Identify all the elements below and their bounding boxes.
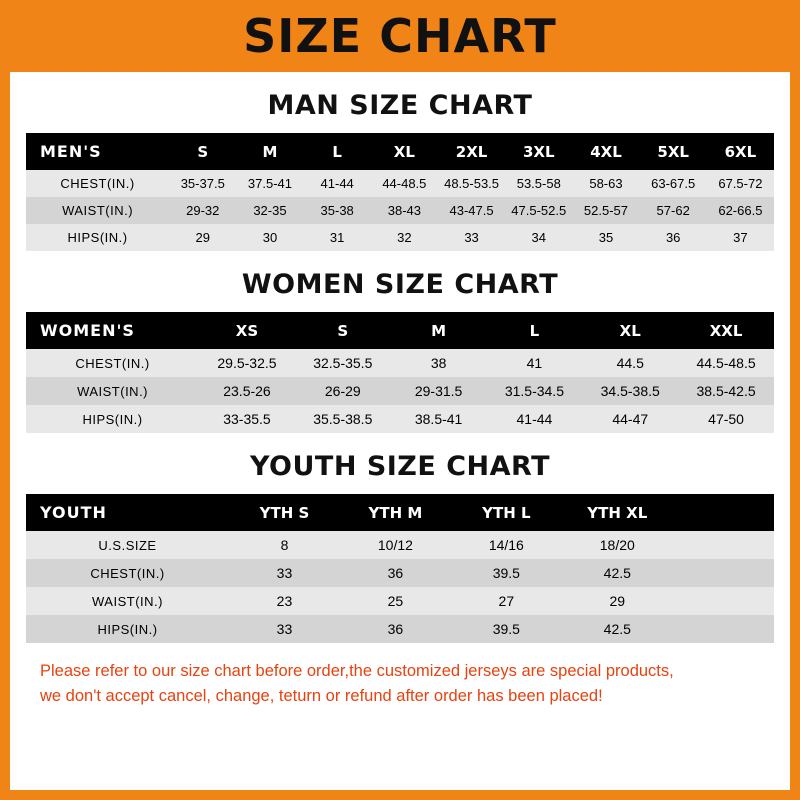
women-cell: 38 <box>430 355 447 371</box>
table-row <box>26 224 774 251</box>
youth-cell: 8 <box>280 537 289 553</box>
women-col-header: S <box>337 321 349 340</box>
man-cell: 32 <box>397 230 412 245</box>
youth-row-header-label: YOUTH <box>40 503 107 522</box>
man-cell: 29 <box>195 230 210 245</box>
bottom-accent-bar <box>10 790 790 800</box>
youth-cell: 36 <box>387 565 404 581</box>
youth-cell: 14/16 <box>488 537 524 553</box>
man-cell: 35-37.5 <box>180 176 225 191</box>
women-cell: 44.5-48.5 <box>696 355 756 371</box>
youth-cell: 33 <box>276 565 293 581</box>
women-cell: 44.5 <box>616 355 644 371</box>
youth-row-label: CHEST(IN.) <box>90 565 165 581</box>
man-cell: 44-48.5 <box>382 176 427 191</box>
youth-row-label: U.S.SIZE <box>98 537 157 553</box>
man-size-table <box>26 133 774 251</box>
women-cell: 23.5-26 <box>223 383 271 399</box>
women-cell: 29-31.5 <box>414 383 463 399</box>
youth-col-header: YTH XL <box>587 503 648 522</box>
man-cell: 30 <box>262 230 278 245</box>
youth-cell: 39.5 <box>492 565 520 581</box>
youth-cell: 27 <box>498 593 515 609</box>
youth-cell: 23 <box>276 593 293 609</box>
man-cell: 43-47.5 <box>449 203 494 218</box>
youth-cell-empty <box>673 587 774 615</box>
footer-note-line-1: Please refer to our size chart before order,the customized jerseys are special products, <box>40 662 674 680</box>
man-cell: 29-32 <box>186 203 220 218</box>
man-cell: 52.5-57 <box>583 203 629 218</box>
youth-cell: 39.5 <box>492 621 520 637</box>
youth-cell: 42.5 <box>603 621 631 637</box>
table-row <box>26 377 774 405</box>
table-row <box>26 405 774 433</box>
man-cell: 57-62 <box>656 203 690 218</box>
man-cell: 38-43 <box>387 203 421 218</box>
page-title: SIZE CHART <box>243 9 557 63</box>
women-cell: 31.5-34.5 <box>504 383 564 399</box>
youth-table-body <box>26 531 774 643</box>
table-row <box>26 559 774 587</box>
man-cell: 58-63 <box>589 176 623 191</box>
women-col-header: XL <box>619 321 641 340</box>
women-cell: 29.5-32.5 <box>217 355 277 371</box>
header-banner <box>10 0 790 72</box>
man-cell: 48.5-53.5 <box>444 176 500 191</box>
man-col-header: S <box>197 142 209 161</box>
women-table-head <box>26 312 774 349</box>
women-cell: 34.5-38.5 <box>600 383 660 399</box>
man-cell: 35 <box>598 230 614 245</box>
table-row <box>26 531 774 559</box>
man-col-header: 3XL <box>522 142 555 161</box>
section-title-women: WOMEN SIZE CHART <box>241 269 559 300</box>
women-row-label: HIPS(IN.) <box>82 411 143 427</box>
man-cell: 37.5-41 <box>247 176 292 191</box>
women-cell: 41 <box>526 355 543 371</box>
youth-cell: 36 <box>387 621 404 637</box>
man-cell: 63-67.5 <box>651 176 696 191</box>
youth-col-header: YTH L <box>482 503 531 522</box>
table-row <box>26 587 774 615</box>
man-table-head <box>26 133 774 170</box>
table-row <box>26 170 774 197</box>
man-cell: 41-44 <box>320 176 354 191</box>
section-title-youth: YOUTH SIZE CHART <box>249 451 551 482</box>
women-cell: 41-44 <box>516 411 553 427</box>
man-cell: 37 <box>733 230 748 245</box>
youth-cell: 25 <box>387 593 404 609</box>
man-col-header: 5XL <box>657 142 689 161</box>
man-cell: 62-66.5 <box>718 203 763 218</box>
man-header-row <box>26 133 774 170</box>
man-col-header: L <box>332 142 342 161</box>
women-cell: 35.5-38.5 <box>313 411 373 427</box>
youth-col-header: YTH M <box>368 503 423 522</box>
youth-cell: 10/12 <box>377 537 413 553</box>
women-cell: 33-35.5 <box>223 411 271 427</box>
table-row <box>26 197 774 224</box>
man-cell: 32-35 <box>253 203 287 218</box>
youth-cell: 29 <box>609 593 626 609</box>
women-size-table <box>26 312 774 433</box>
women-col-header: L <box>529 321 540 340</box>
youth-row-label: WAIST(IN.) <box>92 593 163 609</box>
youth-col-header: YTH S <box>259 503 310 522</box>
table-row <box>26 615 774 643</box>
youth-cell: 18/20 <box>599 537 635 553</box>
man-table-body <box>26 170 774 251</box>
youth-cell: 42.5 <box>603 565 631 581</box>
women-cell: 38.5-41 <box>414 411 463 427</box>
content-area <box>10 90 790 709</box>
youth-header-row <box>26 494 774 531</box>
man-col-header: 4XL <box>590 142 622 161</box>
youth-cell: 33 <box>276 621 293 637</box>
youth-row-label: HIPS(IN.) <box>97 621 158 637</box>
youth-cell-empty <box>673 531 774 559</box>
man-cell: 53.5-58 <box>516 176 561 191</box>
women-cell: 47-50 <box>708 411 744 427</box>
man-cell: 35-38 <box>320 203 354 218</box>
women-cell: 26-29 <box>324 383 361 399</box>
women-table-body <box>26 349 774 433</box>
man-col-header: M <box>262 142 278 161</box>
man-row-label: WAIST(IN.) <box>62 203 134 218</box>
man-cell: 67.5-72 <box>718 176 763 191</box>
youth-col-header-empty <box>673 494 774 531</box>
man-col-header: 2XL <box>455 142 488 161</box>
man-col-header: 6XL <box>724 142 757 161</box>
footer-note <box>26 659 774 709</box>
man-cell: 33 <box>464 230 479 245</box>
man-row-label: CHEST(IN.) <box>60 176 135 191</box>
women-cell: 38.5-42.5 <box>696 383 756 399</box>
women-cell: 44-47 <box>612 411 649 427</box>
women-col-header: XS <box>235 321 259 340</box>
youth-cell-empty <box>673 615 774 643</box>
women-header-row <box>26 312 774 349</box>
man-row-header-label: MEN'S <box>40 142 102 161</box>
women-row-label: WAIST(IN.) <box>77 383 149 399</box>
youth-cell-empty <box>673 559 774 587</box>
footer-note-line-2: we don't accept cancel, change, teturn or refund after order has been placed! <box>40 686 603 705</box>
man-cell: 31 <box>329 230 345 245</box>
man-row-label: HIPS(IN.) <box>67 230 128 245</box>
women-row-label: CHEST(IN.) <box>75 355 150 371</box>
youth-table-head <box>26 494 774 531</box>
man-cell: 34 <box>531 230 546 245</box>
man-col-header: XL <box>393 142 415 161</box>
women-cell: 32.5-35.5 <box>313 355 373 371</box>
youth-size-table <box>26 494 774 643</box>
women-col-header: XXL <box>709 321 743 340</box>
man-cell: 36 <box>665 230 681 245</box>
section-title-man: MAN SIZE CHART <box>267 90 533 121</box>
women-row-header-label: WOMEN'S <box>40 321 135 340</box>
man-cell: 47.5-52.5 <box>511 203 567 218</box>
women-col-header: M <box>431 321 447 340</box>
table-row <box>26 349 774 377</box>
